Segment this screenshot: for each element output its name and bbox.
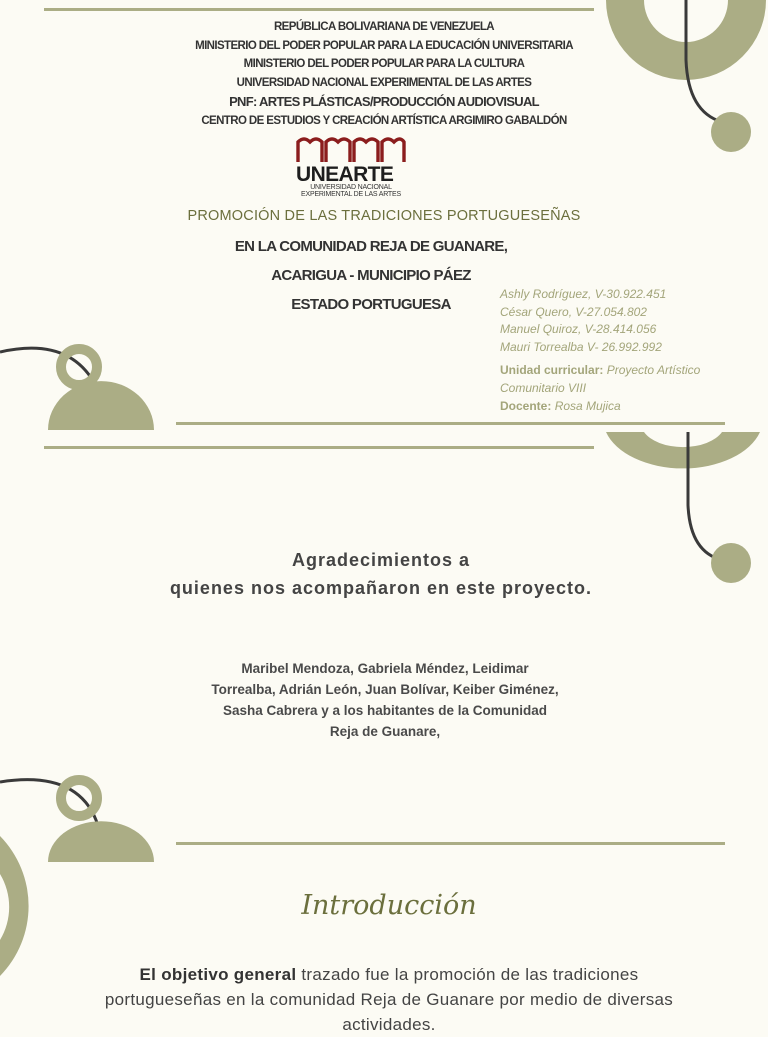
- logo-wordmark: UNEARTE: [296, 163, 394, 186]
- project-title: PROMOCIÓN DE LAS TRADICIONES PORTUGUESEÑAS: [187, 208, 581, 224]
- thanks-names: Maribel Mendoza, Gabriela Méndez, Leidimar Torrealba, Adrián León, Juan Bolívar, Keiber Giménez, Sasha Cabrera y a los habitantes de la Comunidad Reja de Guanare,: [211, 661, 559, 739]
- ring-dot: [61, 780, 97, 816]
- unit-value: Proyecto Artístico Comunitario VIII: [500, 363, 701, 395]
- header-line: PNF: ARTES PLÁSTICAS/PRODUCCIÓN AUDIOVISUAL: [229, 93, 539, 109]
- ring-dot: [61, 349, 97, 385]
- thanks-line: Agradecimientos a: [291, 550, 471, 570]
- header-line: CENTRO DE ESTUDIOS Y CREACIÓN ARTÍSTICA ARGIMIRO GABALDÓN: [201, 114, 567, 127]
- ring-shape: [606, 432, 760, 468]
- header-line: MINISTERIO DEL PODER POPULAR PARA LA CULTURA: [243, 58, 525, 71]
- institution-header: [0, 18, 768, 130]
- intro-paragraph: [100, 962, 678, 1037]
- half-disc: [48, 381, 154, 430]
- divider-line: [176, 422, 725, 425]
- intro-bold: El objetivo general: [139, 965, 297, 984]
- header-line: REPÚBLICA BOLIVARIANA DE VENEZUELA: [273, 21, 495, 33]
- author-item: Ashly Rodríguez, V-30.922.451: [500, 287, 667, 301]
- logo-subtitle: EXPERIMENTAL DE LAS ARTES: [301, 191, 401, 198]
- teacher-label: Docente:: [500, 398, 552, 413]
- divider-line: [44, 8, 594, 11]
- intro-text: trazado fue la promoción de las tradiciones portugueseñas en la comunidad Reja de Guanare por medio de diversas actividades.: [104, 965, 674, 1034]
- intro-heading: Introducción: [301, 890, 477, 921]
- course-info: [500, 362, 750, 415]
- author-item: César Quero, V-27.054.802: [500, 304, 647, 319]
- author-item: Mauri Torrealba V- 26.992.992: [500, 339, 662, 354]
- thanks-heading: [0, 546, 762, 602]
- logo-subtitle: UNIVERSIDAD NACIONAL: [310, 184, 392, 191]
- header-line: MINISTERIO DEL PODER POPULAR PARA LA EDUCACIÓN UNIVERSITARIA: [195, 39, 573, 52]
- location-line: ACARIGUA - MUNICIPIO PÁEZ: [271, 267, 471, 284]
- divider-line: [176, 842, 725, 845]
- unit-label: Unidad curricular:: [500, 363, 604, 377]
- divider-line: [44, 446, 594, 449]
- thanks-line: quienes nos acompañaron en este proyecto.: [169, 578, 593, 598]
- header-line: UNIVERSIDAD NACIONAL EXPERIMENTAL DE LAS ARTES: [236, 77, 532, 90]
- location-line: ESTADO PORTUGUESA: [291, 296, 451, 313]
- location-line: EN LA COMUNIDAD REJA DE GUANARE,: [234, 238, 508, 255]
- author-item: Manuel Quiroz, V-28.414.056: [500, 322, 657, 336]
- teacher-value: Rosa Mujica: [554, 398, 621, 413]
- half-disc: [48, 821, 154, 862]
- authors-list: [500, 286, 666, 356]
